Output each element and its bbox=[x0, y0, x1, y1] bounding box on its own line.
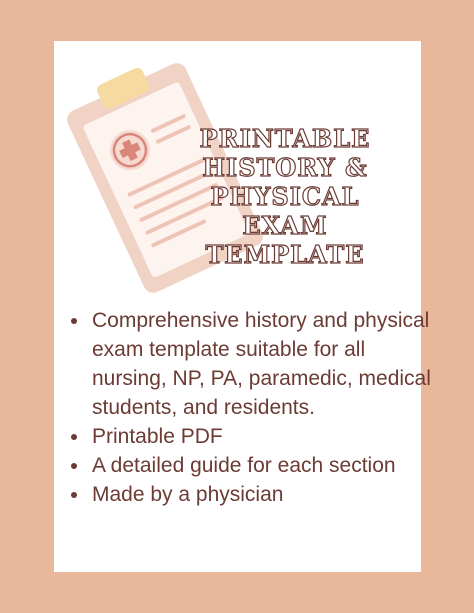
title-line: PRINTABLE bbox=[199, 124, 371, 153]
list-item: • Made by a physician bbox=[90, 480, 442, 509]
feature-list bbox=[68, 306, 442, 509]
list-item: • Printable PDF bbox=[90, 422, 442, 451]
list-item: • Comprehensive history and physical exam template suitable for all nursing, NP, PA, paramedic, medical students, and residents. bbox=[90, 306, 442, 422]
list-item: • A detailed guide for each section bbox=[90, 451, 442, 480]
title-line: PHYSICAL bbox=[210, 182, 360, 211]
page-title bbox=[160, 124, 410, 269]
title-line: TEMPLATE bbox=[205, 240, 365, 269]
title-line: EXAM bbox=[242, 211, 328, 240]
title-line: HISTORY & bbox=[202, 153, 368, 182]
